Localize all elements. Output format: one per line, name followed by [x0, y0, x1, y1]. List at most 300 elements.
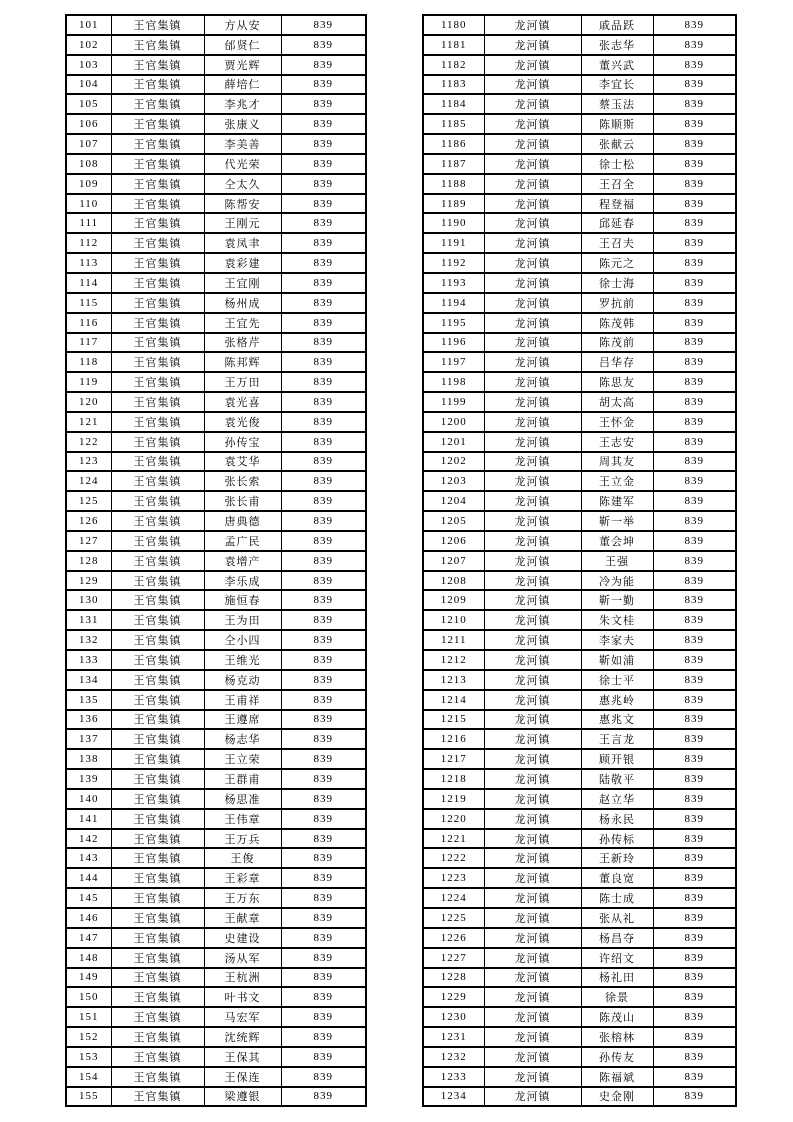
cell-serial-number: 1184 [423, 94, 484, 114]
cell-person-name: 罗抗前 [581, 293, 653, 313]
cell-amount: 839 [281, 35, 366, 55]
cell-person-name: 张长甫 [204, 491, 281, 511]
table-row [66, 511, 366, 531]
cell-amount: 839 [653, 412, 736, 432]
cell-serial-number: 1216 [423, 729, 484, 749]
table-row [66, 848, 366, 868]
cell-town-name: 王官集镇 [111, 551, 204, 571]
cell-person-name: 袁光俊 [204, 412, 281, 432]
cell-amount: 839 [281, 928, 366, 948]
table-row [66, 174, 366, 194]
cell-person-name: 王甫祥 [204, 690, 281, 710]
cell-amount: 839 [653, 15, 736, 35]
cell-person-name: 王彩章 [204, 868, 281, 888]
cell-town-name: 王官集镇 [111, 1027, 204, 1047]
table-row [423, 829, 736, 849]
cell-serial-number: 110 [66, 194, 111, 214]
table-row [66, 432, 366, 452]
cell-person-name: 张志华 [581, 35, 653, 55]
cell-town-name: 王官集镇 [111, 333, 204, 353]
cell-amount: 839 [653, 809, 736, 829]
cell-town-name: 龙河镇 [484, 948, 581, 968]
table-row [423, 630, 736, 650]
cell-town-name: 龙河镇 [484, 94, 581, 114]
cell-person-name: 王新玲 [581, 848, 653, 868]
cell-serial-number: 144 [66, 868, 111, 888]
cell-serial-number: 1201 [423, 432, 484, 452]
cell-amount: 839 [653, 491, 736, 511]
cell-serial-number: 1212 [423, 650, 484, 670]
cell-serial-number: 1215 [423, 710, 484, 730]
cell-serial-number: 1185 [423, 114, 484, 134]
table-row [66, 471, 366, 491]
cell-amount: 839 [653, 769, 736, 789]
table-row [66, 690, 366, 710]
cell-serial-number: 1232 [423, 1047, 484, 1067]
cell-amount: 839 [653, 94, 736, 114]
cell-serial-number: 1186 [423, 134, 484, 154]
cell-person-name: 袁光喜 [204, 392, 281, 412]
cell-person-name: 蔡玉法 [581, 94, 653, 114]
cell-person-name: 王立金 [581, 471, 653, 491]
cell-serial-number: 1210 [423, 610, 484, 630]
cell-serial-number: 1218 [423, 769, 484, 789]
cell-amount: 839 [653, 670, 736, 690]
cell-town-name: 王官集镇 [111, 154, 204, 174]
table-row [423, 987, 736, 1007]
table-row [423, 888, 736, 908]
cell-town-name: 龙河镇 [484, 571, 581, 591]
table-row [423, 928, 736, 948]
cell-serial-number: 153 [66, 1047, 111, 1067]
cell-town-name: 龙河镇 [484, 333, 581, 353]
cell-amount: 839 [653, 829, 736, 849]
cell-town-name: 龙河镇 [484, 848, 581, 868]
table-row [66, 749, 366, 769]
cell-person-name: 李美善 [204, 134, 281, 154]
cell-person-name: 仝小四 [204, 630, 281, 650]
cell-serial-number: 135 [66, 690, 111, 710]
cell-town-name: 王官集镇 [111, 1067, 204, 1087]
cell-town-name: 龙河镇 [484, 471, 581, 491]
cell-amount: 839 [653, 154, 736, 174]
cell-town-name: 王官集镇 [111, 670, 204, 690]
cell-person-name: 许绍文 [581, 948, 653, 968]
cell-amount: 839 [281, 313, 366, 333]
cell-town-name: 龙河镇 [484, 769, 581, 789]
cell-serial-number: 1227 [423, 948, 484, 968]
table-row [423, 729, 736, 749]
cell-amount: 839 [281, 233, 366, 253]
cell-serial-number: 1228 [423, 968, 484, 988]
cell-amount: 839 [281, 15, 366, 35]
cell-person-name: 陆敬平 [581, 769, 653, 789]
cell-town-name: 龙河镇 [484, 987, 581, 1007]
cell-serial-number: 140 [66, 789, 111, 809]
table-row [423, 432, 736, 452]
cell-serial-number: 116 [66, 313, 111, 333]
table-row [423, 55, 736, 75]
cell-person-name: 程登福 [581, 194, 653, 214]
cell-person-name: 王为田 [204, 610, 281, 630]
table-row [66, 1047, 366, 1067]
cell-amount: 839 [653, 908, 736, 928]
cell-amount: 839 [653, 313, 736, 333]
cell-person-name: 沈统辉 [204, 1027, 281, 1047]
cell-serial-number: 155 [66, 1087, 111, 1107]
table-row [423, 412, 736, 432]
table-row [66, 729, 366, 749]
cell-person-name: 孙传标 [581, 829, 653, 849]
cell-person-name: 李乐成 [204, 571, 281, 591]
cell-amount: 839 [281, 253, 366, 273]
cell-amount: 839 [653, 1027, 736, 1047]
cell-serial-number: 114 [66, 273, 111, 293]
table-row [423, 154, 736, 174]
table-row [66, 888, 366, 908]
cell-person-name: 周其友 [581, 452, 653, 472]
cell-town-name: 王官集镇 [111, 1007, 204, 1027]
cell-serial-number: 1180 [423, 15, 484, 35]
cell-amount: 839 [653, 75, 736, 95]
cell-amount: 839 [653, 749, 736, 769]
cell-person-name: 徐士海 [581, 273, 653, 293]
cell-town-name: 龙河镇 [484, 710, 581, 730]
cell-person-name: 朱文桂 [581, 610, 653, 630]
cell-serial-number: 1223 [423, 868, 484, 888]
cell-amount: 839 [281, 729, 366, 749]
cell-serial-number: 118 [66, 352, 111, 372]
cell-amount: 839 [653, 1047, 736, 1067]
cell-serial-number: 125 [66, 491, 111, 511]
cell-town-name: 龙河镇 [484, 313, 581, 333]
cell-person-name: 顾开银 [581, 749, 653, 769]
table-row [423, 749, 736, 769]
cell-amount: 839 [281, 352, 366, 372]
cell-person-name: 王俊 [204, 848, 281, 868]
cell-person-name: 杨志华 [204, 729, 281, 749]
table-row [423, 134, 736, 154]
cell-serial-number: 1229 [423, 987, 484, 1007]
cell-town-name: 龙河镇 [484, 35, 581, 55]
cell-amount: 839 [653, 630, 736, 650]
table-row [66, 551, 366, 571]
cell-serial-number: 1189 [423, 194, 484, 214]
cell-person-name: 陈建军 [581, 491, 653, 511]
cell-town-name: 王官集镇 [111, 809, 204, 829]
cell-amount: 839 [281, 610, 366, 630]
cell-person-name: 王保连 [204, 1067, 281, 1087]
cell-person-name: 杨克动 [204, 670, 281, 690]
cell-town-name: 王官集镇 [111, 987, 204, 1007]
cell-serial-number: 1182 [423, 55, 484, 75]
cell-person-name: 邱延春 [581, 213, 653, 233]
cell-amount: 839 [653, 1067, 736, 1087]
cell-amount: 839 [653, 392, 736, 412]
cell-town-name: 王官集镇 [111, 452, 204, 472]
table-row [423, 114, 736, 134]
cell-town-name: 王官集镇 [111, 848, 204, 868]
cell-serial-number: 1205 [423, 511, 484, 531]
cell-person-name: 胡太高 [581, 392, 653, 412]
cell-amount: 839 [653, 789, 736, 809]
cell-town-name: 龙河镇 [484, 174, 581, 194]
cell-serial-number: 152 [66, 1027, 111, 1047]
cell-amount: 839 [281, 432, 366, 452]
table-row [423, 868, 736, 888]
cell-person-name: 史金刚 [581, 1087, 653, 1107]
cell-serial-number: 102 [66, 35, 111, 55]
table-row [423, 690, 736, 710]
cell-serial-number: 1221 [423, 829, 484, 849]
table-row [66, 650, 366, 670]
cell-person-name: 陈帮安 [204, 194, 281, 214]
cell-person-name: 王宜先 [204, 313, 281, 333]
cell-town-name: 龙河镇 [484, 233, 581, 253]
cell-amount: 839 [281, 531, 366, 551]
cell-amount: 839 [281, 1087, 366, 1107]
cell-person-name: 王维光 [204, 650, 281, 670]
cell-person-name: 王召全 [581, 174, 653, 194]
cell-town-name: 龙河镇 [484, 491, 581, 511]
cell-serial-number: 1196 [423, 333, 484, 353]
table-row [66, 1027, 366, 1047]
table-row [66, 114, 366, 134]
cell-town-name: 龙河镇 [484, 511, 581, 531]
cell-amount: 839 [281, 809, 366, 829]
cell-town-name: 龙河镇 [484, 789, 581, 809]
table-row [66, 352, 366, 372]
cell-serial-number: 150 [66, 987, 111, 1007]
table-row [423, 1087, 736, 1107]
cell-town-name: 王官集镇 [111, 1087, 204, 1107]
cell-amount: 839 [281, 75, 366, 95]
cell-town-name: 王官集镇 [111, 35, 204, 55]
cell-town-name: 龙河镇 [484, 55, 581, 75]
cell-town-name: 龙河镇 [484, 630, 581, 650]
cell-serial-number: 105 [66, 94, 111, 114]
cell-serial-number: 1231 [423, 1027, 484, 1047]
table-row [66, 293, 366, 313]
cell-person-name: 袁彩建 [204, 253, 281, 273]
cell-serial-number: 148 [66, 948, 111, 968]
cell-town-name: 王官集镇 [111, 75, 204, 95]
cell-town-name: 龙河镇 [484, 134, 581, 154]
cell-amount: 839 [281, 590, 366, 610]
cell-amount: 839 [281, 888, 366, 908]
cell-town-name: 王官集镇 [111, 511, 204, 531]
cell-amount: 839 [281, 194, 366, 214]
cell-serial-number: 1230 [423, 1007, 484, 1027]
cell-person-name: 陈邦辉 [204, 352, 281, 372]
cell-person-name: 陈顺斯 [581, 114, 653, 134]
cell-amount: 839 [281, 55, 366, 75]
cell-person-name: 王杭洲 [204, 968, 281, 988]
table-row [423, 511, 736, 531]
cell-amount: 839 [653, 888, 736, 908]
table-row [66, 710, 366, 730]
cell-town-name: 龙河镇 [484, 888, 581, 908]
cell-serial-number: 127 [66, 531, 111, 551]
cell-amount: 839 [281, 293, 366, 313]
table-row [423, 15, 736, 35]
table-row [423, 194, 736, 214]
cell-person-name: 方从安 [204, 15, 281, 35]
cell-town-name: 王官集镇 [111, 908, 204, 928]
cell-amount: 839 [281, 710, 366, 730]
cell-town-name: 龙河镇 [484, 908, 581, 928]
table-row [66, 233, 366, 253]
cell-serial-number: 1226 [423, 928, 484, 948]
cell-amount: 839 [653, 114, 736, 134]
cell-serial-number: 146 [66, 908, 111, 928]
cell-person-name: 杨礼田 [581, 968, 653, 988]
cell-serial-number: 1206 [423, 531, 484, 551]
cell-serial-number: 136 [66, 710, 111, 730]
cell-town-name: 王官集镇 [111, 630, 204, 650]
cell-serial-number: 1207 [423, 551, 484, 571]
cell-amount: 839 [653, 868, 736, 888]
cell-town-name: 王官集镇 [111, 571, 204, 591]
cell-town-name: 王官集镇 [111, 313, 204, 333]
cell-town-name: 王官集镇 [111, 690, 204, 710]
cell-town-name: 王官集镇 [111, 253, 204, 273]
table-row [423, 452, 736, 472]
cell-person-name: 陈茂前 [581, 333, 653, 353]
cell-amount: 839 [281, 551, 366, 571]
cell-amount: 839 [281, 630, 366, 650]
table-row [66, 213, 366, 233]
cell-town-name: 王官集镇 [111, 710, 204, 730]
cell-person-name: 陈茂韩 [581, 313, 653, 333]
cell-town-name: 龙河镇 [484, 154, 581, 174]
table-row [423, 710, 736, 730]
cell-town-name: 龙河镇 [484, 729, 581, 749]
cell-town-name: 王官集镇 [111, 372, 204, 392]
cell-serial-number: 1191 [423, 233, 484, 253]
cell-serial-number: 1188 [423, 174, 484, 194]
cell-person-name: 李家夫 [581, 630, 653, 650]
cell-person-name: 戚品跃 [581, 15, 653, 35]
cell-person-name: 杨思准 [204, 789, 281, 809]
cell-town-name: 龙河镇 [484, 432, 581, 452]
cell-serial-number: 142 [66, 829, 111, 849]
cell-person-name: 杨州成 [204, 293, 281, 313]
cell-amount: 839 [653, 333, 736, 353]
cell-amount: 839 [653, 551, 736, 571]
cell-person-name: 赵立华 [581, 789, 653, 809]
cell-person-name: 王宜刚 [204, 273, 281, 293]
cell-serial-number: 1233 [423, 1067, 484, 1087]
cell-amount: 839 [281, 372, 366, 392]
cell-town-name: 龙河镇 [484, 412, 581, 432]
table-row [423, 94, 736, 114]
cell-town-name: 龙河镇 [484, 1067, 581, 1087]
table-row [66, 769, 366, 789]
table-row [423, 848, 736, 868]
table-row [423, 908, 736, 928]
cell-town-name: 龙河镇 [484, 452, 581, 472]
cell-town-name: 龙河镇 [484, 1087, 581, 1107]
cell-amount: 839 [281, 174, 366, 194]
table-row [66, 372, 366, 392]
table-row [423, 670, 736, 690]
cell-amount: 839 [281, 670, 366, 690]
table-row [423, 75, 736, 95]
cell-person-name: 陈福斌 [581, 1067, 653, 1087]
cell-amount: 839 [653, 233, 736, 253]
table-row [423, 471, 736, 491]
cell-person-name: 汤从军 [204, 948, 281, 968]
cell-person-name: 邰贤仁 [204, 35, 281, 55]
cell-amount: 839 [281, 987, 366, 1007]
cell-amount: 839 [281, 690, 366, 710]
cell-serial-number: 113 [66, 253, 111, 273]
cell-serial-number: 1190 [423, 213, 484, 233]
table-row [423, 571, 736, 591]
table-row [66, 670, 366, 690]
cell-amount: 839 [653, 1087, 736, 1107]
cell-town-name: 王官集镇 [111, 412, 204, 432]
cell-town-name: 龙河镇 [484, 650, 581, 670]
cell-town-name: 龙河镇 [484, 690, 581, 710]
cell-serial-number: 1194 [423, 293, 484, 313]
cell-serial-number: 143 [66, 848, 111, 868]
cell-serial-number: 139 [66, 769, 111, 789]
cell-town-name: 王官集镇 [111, 233, 204, 253]
cell-town-name: 龙河镇 [484, 809, 581, 829]
cell-town-name: 王官集镇 [111, 531, 204, 551]
cell-person-name: 张康义 [204, 114, 281, 134]
cell-amount: 839 [653, 571, 736, 591]
table-row [66, 412, 366, 432]
table-row [66, 452, 366, 472]
cell-person-name: 陈元之 [581, 253, 653, 273]
cell-person-name: 冷为能 [581, 571, 653, 591]
roster-table-right-body [423, 15, 736, 1106]
cell-town-name: 王官集镇 [111, 273, 204, 293]
cell-amount: 839 [653, 1007, 736, 1027]
cell-person-name: 李兆才 [204, 94, 281, 114]
table-row [66, 35, 366, 55]
table-row [423, 789, 736, 809]
cell-person-name: 王万东 [204, 888, 281, 908]
cell-person-name: 王献章 [204, 908, 281, 928]
cell-person-name: 孙传宝 [204, 432, 281, 452]
cell-person-name: 袁增产 [204, 551, 281, 571]
table-row [423, 551, 736, 571]
cell-person-name: 杨昌夺 [581, 928, 653, 948]
cell-person-name: 陈茂山 [581, 1007, 653, 1027]
cell-amount: 839 [281, 452, 366, 472]
cell-amount: 839 [653, 432, 736, 452]
cell-town-name: 龙河镇 [484, 551, 581, 571]
table-row [423, 372, 736, 392]
cell-person-name: 王保其 [204, 1047, 281, 1067]
table-row [66, 610, 366, 630]
cell-person-name: 张格芹 [204, 333, 281, 353]
cell-amount: 839 [653, 273, 736, 293]
cell-person-name: 徐景 [581, 987, 653, 1007]
cell-person-name: 袁凤聿 [204, 233, 281, 253]
cell-amount: 839 [281, 213, 366, 233]
cell-person-name: 王怀金 [581, 412, 653, 432]
table-row [423, 1067, 736, 1087]
table-row [423, 769, 736, 789]
cell-amount: 839 [281, 114, 366, 134]
cell-serial-number: 1211 [423, 630, 484, 650]
cell-amount: 839 [653, 293, 736, 313]
